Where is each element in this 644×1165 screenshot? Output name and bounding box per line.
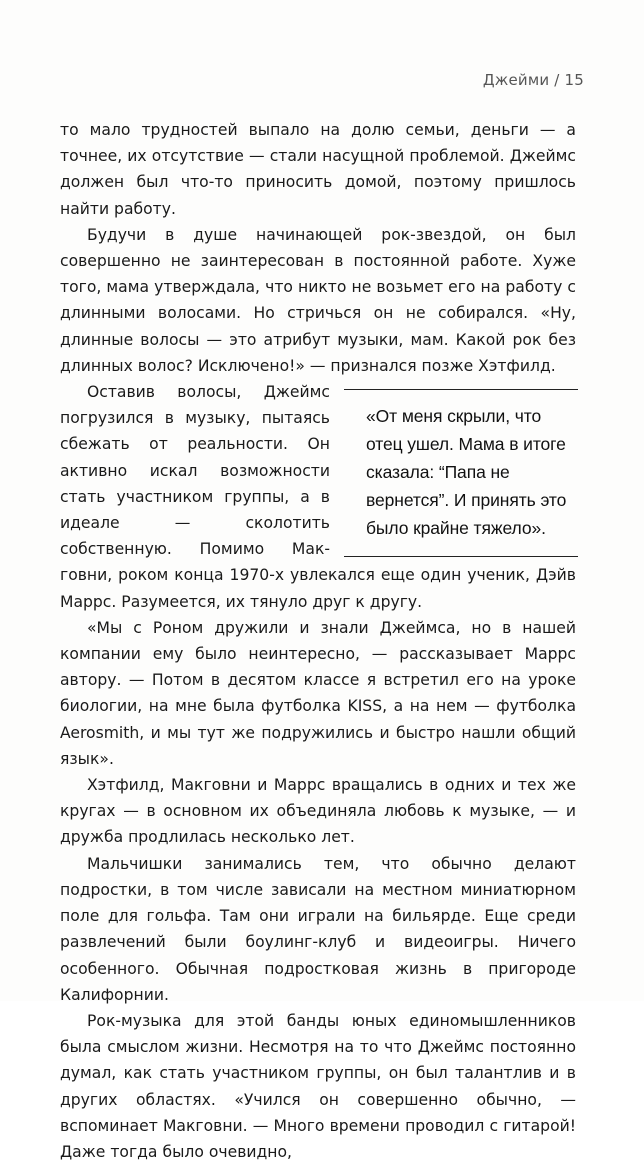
paragraph: Мальчишки занимались тем, что обычно делают подростки, в том числе зависали на местном миниатюрном поле для гольфа. Там они играли на бильярде. Еще среди развлечений были боулинг-клуб и видеоигры. Ничего особенного. Обычная подростковая жизнь в пригороде Калифорнии. (60, 854, 576, 1004)
body-text (60, 117, 576, 1165)
paragraph: то мало трудностей выпало на долю семьи, деньги — а точнее, их отсутствие — стали насущной проблемой. Джеймс должен был что-то приносить домой, поэтому пришлось найти работу. (60, 121, 576, 218)
paragraph: «Мы с Роном дружили и знали Джеймса, но в нашей компании ему было неинтересно, — рассказывает Маррс автору. — Потом в десятом классе я встретил его на уроке биологии, на мне была футболка KISS, а на нем — футболка Aerosmith, и мы тут же подружились и быстро нашли общий язык». (60, 618, 576, 768)
paragraph: Хэтфилд, Макговни и Маррс вращались в одних и тех же кругах — в основном их объединяла любовь к музыке, — и дружба продлилась несколько лет. (60, 776, 576, 847)
pull-quote: «От меня скрыли, что отец ушел. Мама в итоге сказала: “Папа не вернется”. И принять это было крайне тяжело». (344, 389, 578, 557)
paragraph: Оставив волосы, Джеймс погрузился в музыку, пытаясь сбежать от реальности. Он активно искал возможности стать участником группы, а в идеале — сколотить собственную. Помимо Макговни, роком конца 1970-х увлекался еще один ученик, Дэйв Маррс. Разумеется, их тянуло друг к другу. (60, 383, 576, 611)
paragraph: Будучи в душе начинающей рок-звездой, он был совершенно не заинтересован в постоянной работе. Хуже того, мама утверждала, что никто не возьмет его на работу с длинными волосами. Но стричься он не собирался. «Ну, длинные волосы — это атрибут музыки, мам. Какой рок без длинных волос? Исключено!» — признался позже Хэтфилд. (60, 225, 576, 375)
paragraph: Рок-музыка для этой банды юных единомышленников была смыслом жизни. Несмотря на то что Джеймс постоянно думал, как стать участником группы, он был талантлив и в других областях. «Учился он совершенно обычно, — вспоминает Макговни. — Много времени проводил с гитарой! Даже тогда было очевидно, (60, 1011, 576, 1161)
running-head: Джейми / 15 (482, 71, 584, 89)
